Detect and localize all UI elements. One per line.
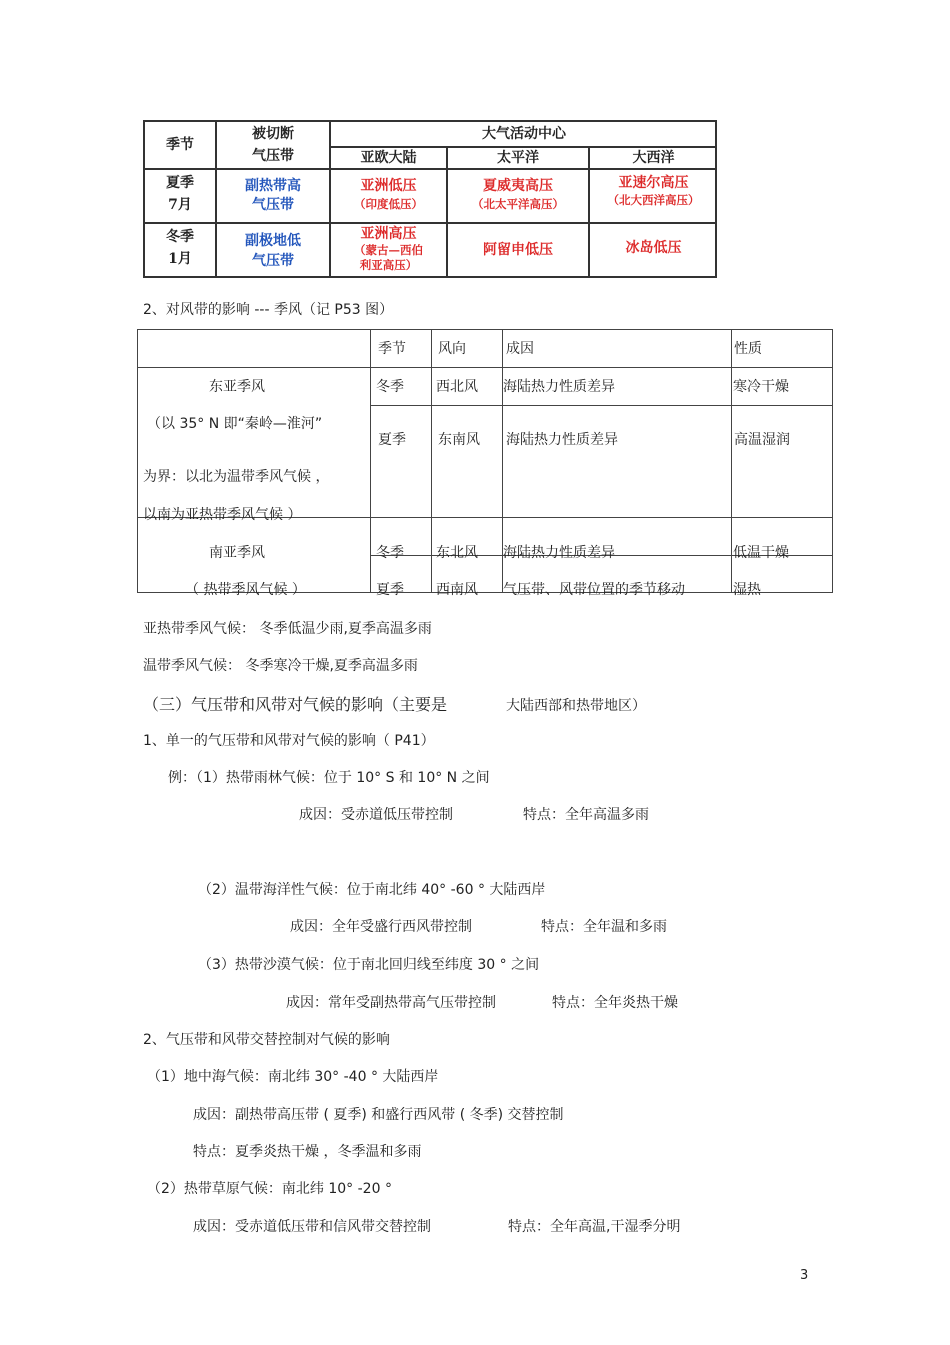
ea-summer-cause: 海陆热力性质差异 (506, 432, 618, 448)
example2-heading: （2）温带海洋性气候：位于南北纬 40° -60 ° 大陆西岸 (198, 882, 546, 898)
section2-title: 2、对风带的影响 --- 季风（记 P53 图） (143, 302, 394, 318)
mediterranean-feature: 特点：夏季炎热干燥 ，冬季温和多雨 (193, 1144, 422, 1160)
sa-summer-direction: 西南风 (436, 582, 478, 598)
t1-summer-atlantic-1: 亚速尔高压 (618, 175, 689, 191)
example1-cause: 成因：受赤道低压带控制 (299, 807, 453, 823)
t1-winter-eurasia-2: （蒙古—西伯 (354, 243, 423, 257)
t1-summer-belt-2: 气压带 (252, 197, 294, 213)
ea-winter-direction: 西北风 (436, 379, 478, 395)
example3-cause: 成因：常年受副热带高气压带控制 (286, 995, 496, 1011)
pressure-center-table (143, 120, 717, 278)
mediterranean-cause: 成因：副热带高压带 ( 夏季) 和盛行西风带 ( 冬季) 交替控制 (193, 1107, 564, 1123)
t1-header-atlantic: 大西洋 (632, 150, 675, 166)
savanna-heading: （2）热带草原气候：南北纬 10° -20 ° (147, 1181, 392, 1197)
sa-summer-cause: 气压带、风带位置的季节移动 (503, 582, 685, 598)
ea-summer-nature: 高温湿润 (734, 432, 790, 448)
t1-header-eurasia: 亚欧大陆 (360, 150, 417, 166)
east-asia-note-2: 为界：以北为温带季风气候 ， (143, 469, 330, 485)
t2-header-direction: 风向 (438, 341, 466, 357)
t1-summer-eurasia-2: （印度低压） (354, 197, 423, 211)
example2-feature: 特点：全年温和多雨 (541, 919, 667, 935)
t1-winter-belt-1: 副极地低 (245, 233, 301, 249)
sa-summer-nature: 湿热 (733, 582, 761, 598)
south-asia-note: （ 热带季风气候 ） (185, 582, 306, 598)
sa-winter-cause: 海陆热力性质差异 (503, 545, 615, 561)
t1-header-season: 季节 (166, 137, 194, 153)
t1-winter-atlantic: 冰岛低压 (625, 240, 682, 256)
sa-winter-direction: 东北风 (436, 545, 478, 561)
sa-summer-season: 夏季 (376, 582, 404, 598)
t1-summer-season-2: 7月 (168, 197, 192, 213)
t2-header-cause: 成因 (506, 341, 534, 357)
section3-title-tail: 大陆西部和热带地区） (506, 698, 646, 714)
subtropical-monsoon-note: 亚热带季风气候： 冬季低温少雨,夏季高温多雨 (143, 621, 432, 637)
t1-header-center: 大气活动中心 (482, 126, 566, 142)
savanna-cause: 成因：受赤道低压带和信风带交替控制 (193, 1219, 431, 1235)
t1-header-belt-2: 气压带 (252, 148, 294, 164)
t1-winter-belt-2: 气压带 (252, 253, 294, 269)
sa-winter-nature: 低温干燥 (733, 545, 789, 561)
t1-header-belt-1: 被切断 (252, 126, 294, 142)
t1-winter-season-2: 1月 (168, 251, 192, 267)
t1-winter-eurasia-3: 利亚高压） (359, 258, 418, 272)
section3-sub2: 2、气压带和风带交替控制对气候的影响 (143, 1032, 390, 1048)
ea-winter-cause: 海陆热力性质差异 (503, 379, 615, 395)
section3-sub1: 1、单一的气压带和风带对气候的影响（ P41） (143, 733, 435, 749)
ea-summer-season: 夏季 (378, 432, 406, 448)
t2-header-season: 季节 (378, 341, 406, 357)
t1-winter-pacific: 阿留申低压 (483, 242, 553, 258)
east-asia-monsoon-label: 东亚季风 (209, 379, 265, 395)
example2-cause: 成因：全年受盛行西风带控制 (290, 919, 472, 935)
ea-summer-direction: 东南风 (438, 432, 480, 448)
t2-header-nature: 性质 (734, 341, 762, 357)
east-asia-note-1: （以 35° N 即“秦岭—淮河” (147, 416, 323, 432)
t1-summer-pacific-2: （北太平洋高压） (472, 197, 564, 211)
south-asia-monsoon-label: 南亚季风 (209, 545, 265, 561)
example1-feature: 特点：全年高温多雨 (523, 807, 649, 823)
t1-winter-eurasia-1: 亚洲高压 (360, 226, 417, 242)
example3-feature: 特点：全年炎热干燥 (552, 995, 678, 1011)
t1-summer-eurasia-1: 亚洲低压 (360, 178, 417, 194)
t1-winter-season-1: 冬季 (166, 229, 194, 245)
savanna-feature: 特点：全年高温,干湿季分明 (508, 1219, 681, 1235)
t1-summer-pacific-1: 夏威夷高压 (483, 178, 553, 194)
t1-summer-belt-1: 副热带高 (245, 178, 301, 194)
sa-winter-season: 冬季 (376, 545, 404, 561)
temperate-monsoon-note: 温带季风气候： 冬季寒冷干燥,夏季高温多雨 (143, 658, 418, 674)
t1-summer-atlantic-2: （北大西洋高压） (607, 193, 700, 207)
t1-header-pacific: 太平洋 (497, 150, 539, 166)
example3-heading: （3）热带沙漠气候：位于南北回归线至纬度 30 ° 之间 (198, 957, 540, 973)
page-number: 3 (800, 1268, 809, 1283)
east-asia-note-3: 以南为亚热带季风气候 ） (143, 507, 302, 523)
t1-summer-season-1: 夏季 (166, 175, 194, 191)
ea-winter-season: 冬季 (376, 379, 404, 395)
section3-title: （三）气压带和风带对气候的影响（主要是 (143, 695, 448, 714)
example1-heading: 例：（1）热带雨林气候：位于 10° S 和 10° N 之间 (168, 770, 490, 786)
mediterranean-heading: （1）地中海气候：南北纬 30° -40 ° 大陆西岸 (147, 1069, 439, 1085)
ea-winter-nature: 寒冷干燥 (733, 379, 789, 395)
